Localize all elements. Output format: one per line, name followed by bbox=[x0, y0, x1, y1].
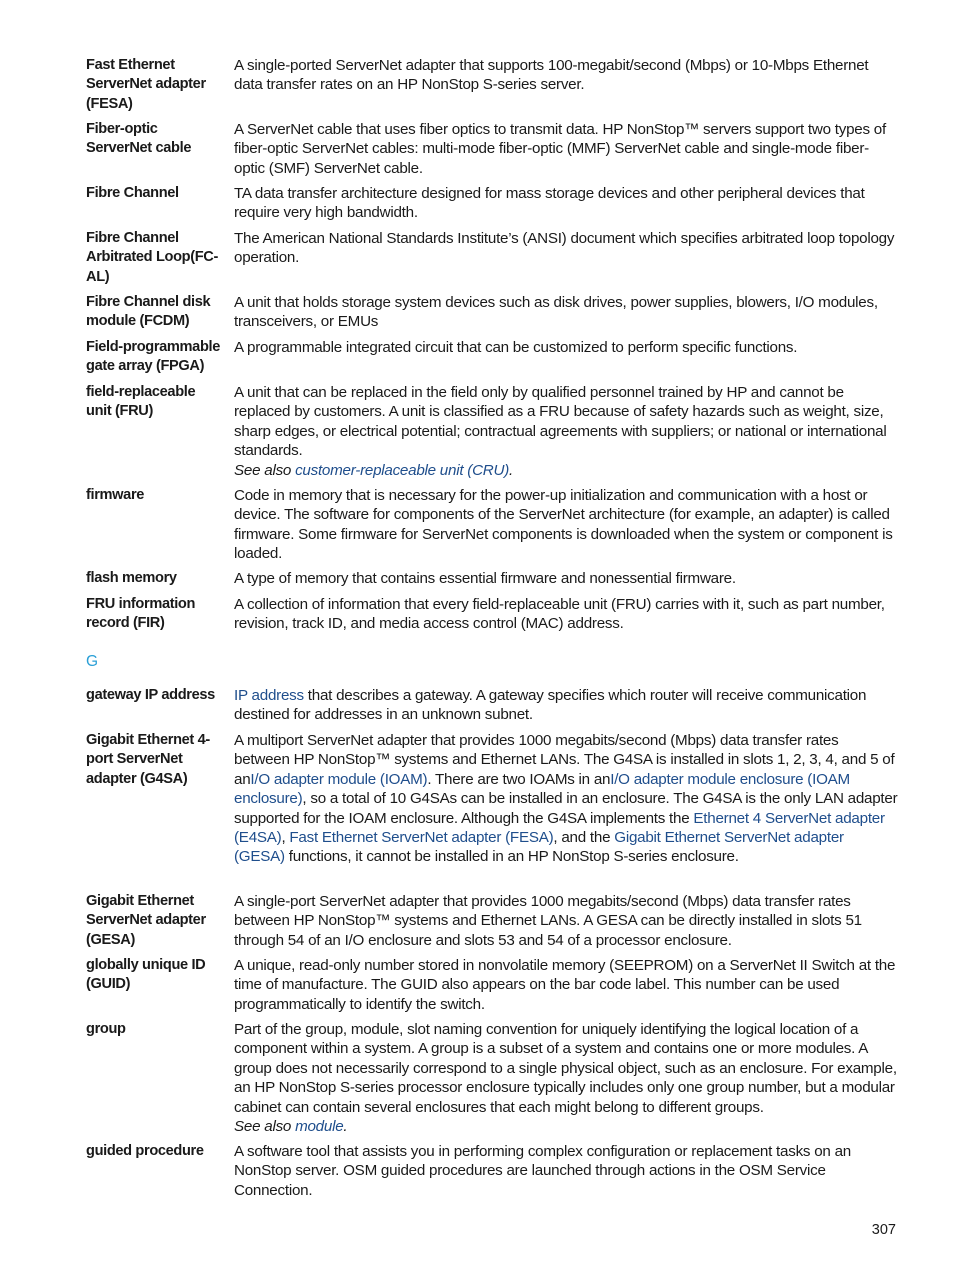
glossary-term: Fiber-optic ServerNet cable bbox=[86, 121, 192, 157]
glossary-term: Fibre Channel disk module (FCDM) bbox=[86, 294, 211, 330]
glossary-term: group bbox=[86, 1021, 126, 1037]
glossary-term: gateway IP address bbox=[86, 687, 215, 703]
glossary-term: Gigabit Ethernet 4-port ServerNet adapter (G4SA) bbox=[86, 732, 210, 787]
glossary-definition: The American National Standards Institute’s (ANSI) document which specifies arbitrated loop topology operation. bbox=[234, 230, 895, 267]
glossary-definition: Part of the group, module, slot naming convention for uniquely identifying the logical location of a component within a system. A group is a subset of a system and contains one or more modules. A group does not necessarily correspond to a single physical object, such as an enclosure. For example, an HP NonStop S-series processor enclosure typically includes only one group number, but a modular cabinet can contain several enclosures that each might belong to different groups. See also module. bbox=[234, 1021, 897, 1136]
glossary-term: FRU information record (FIR) bbox=[86, 596, 196, 632]
glossary-term: Fibre Channel bbox=[86, 185, 179, 201]
xref-link-module[interactable]: module bbox=[295, 1118, 344, 1136]
glossary-term: Fibre Channel Arbitrated Loop(FC-AL) bbox=[86, 230, 218, 285]
glossary-term: Fast Ethernet ServerNet adapter (FESA) bbox=[86, 57, 206, 112]
glossary-term: firmware bbox=[86, 487, 145, 503]
glossary-definition: A ServerNet cable that uses fiber optics to transmit data. HP NonStop™ servers support two types of fiber-optic ServerNet cables: multi-mode fiber-optic (MMF) ServerNet cable and single-mode fiber-optic (SMF) ServerNet cable. bbox=[234, 121, 886, 177]
see-also-note: See also module. bbox=[234, 1118, 348, 1136]
xref-link-cru[interactable]: customer-replaceable unit (CRU) bbox=[295, 461, 510, 479]
glossary-term: globally unique ID (GUID) bbox=[86, 957, 206, 993]
xref-link-gesa[interactable]: Gigabit Ethernet ServerNet adapter (GESA) bbox=[234, 829, 844, 866]
glossary-term: Gigabit Ethernet ServerNet adapter (GESA) bbox=[86, 893, 206, 948]
xref-link-e4sa[interactable]: Ethernet 4 ServerNet adapter (E4SA) bbox=[234, 809, 885, 847]
glossary-definition: A collection of information that every field-replaceable unit (FRU) carries with it, such as part number, revision, track ID, and media access control (MAC) address. bbox=[234, 596, 885, 633]
glossary-definition: Code in memory that is necessary for the power-up initialization and communication with a host or device. The software for components of the ServerNet architecture (for example, an adapter) is called firmware. Some firmware for ServerNet components is downloaded when the system or component is loaded. bbox=[234, 487, 893, 563]
xref-link-ip-address[interactable]: IP address bbox=[234, 687, 304, 704]
glossary-term: guided procedure bbox=[86, 1143, 204, 1159]
page-number: 307 bbox=[871, 1222, 896, 1238]
glossary-term: Field-programmable gate array (FPGA) bbox=[86, 339, 220, 375]
glossary-definition: A single-ported ServerNet adapter that supports 100-megabit/second (Mbps) or 10-Mbps Ethernet data transfer rates on an HP NonStop S-series server. bbox=[234, 57, 869, 94]
section-letter-heading: G bbox=[86, 653, 99, 670]
see-also-note: See also customer-replaceable unit (CRU). bbox=[234, 461, 514, 479]
glossary-definition: A multiport ServerNet adapter that provides 1000 megabits/second (Mbps) data transfer rates between HP NonStop™ systems and Ethernet LANs. The G4SA is installed in slots 1, 2, 3, 4, and 5 of anI/O adapter module (IOAM). There are two IOAMs in anI/O adapter module enclosure (IOAM enclosure), so a total of 10 G4SAs can be installed in an enclosure. The G4SA is the only LAN adapter supported for the IOAM enclosure. Although the G4SA implements the Ethernet 4 ServerNet adapter (E4SA), Fast Ethernet ServerNet adapter (FESA), and the Gigabit Ethernet ServerNet adapter (GESA) functions, it cannot be installed in an HP NonStop S-series enclosure. bbox=[234, 732, 898, 866]
glossary-definition: A software tool that assists you in performing complex configuration or replacement tasks on an NonStop server. OSM guided procedures are launched through actions in the OSM Service Connection. bbox=[234, 1143, 851, 1199]
glossary-definition: A type of memory that contains essential firmware and nonessential firmware. bbox=[234, 570, 736, 587]
glossary-definition: IP address that describes a gateway. A gateway specifies which router will receive communication destined for addresses in an unknown subnet. bbox=[234, 687, 867, 724]
glossary-definition: A unique, read-only number stored in nonvolatile memory (SEEPROM) on a ServerNet II Switch at the time of manufacture. The GUID also appears on the bar code label. This number can be used programmatically to identify the switch. bbox=[234, 957, 896, 1013]
glossary-definition: A unit that can be replaced in the field only by qualified personnel trained by HP and cannot be replaced by customers. A unit is classified as a FRU because of safety hazards such as weight, size, sharp edges, or electrical potential; contractual agreements with suppliers; or national or international standards. See also customer-replaceable unit (CRU). bbox=[234, 383, 898, 480]
xref-link-fesa[interactable]: Fast Ethernet ServerNet adapter (FESA) bbox=[289, 829, 554, 847]
glossary-definition: TA data transfer architecture designed for mass storage devices and other peripheral devices that require very high bandwidth. bbox=[234, 185, 865, 222]
glossary-definition: A single-port ServerNet adapter that provides 1000 megabits/second (Mbps) data transfer rates between HP NonStop™ systems and Ethernet LANs. A GESA can be directly installed in slots 51 through 54 of an I/O enclosure and slots 53 and 54 of a processor enclosure. bbox=[234, 893, 862, 949]
glossary-term: flash memory bbox=[86, 570, 177, 586]
xref-link-ioam-enclosure[interactable]: I/O adapter module enclosure (IOAM enclosure) bbox=[234, 770, 850, 808]
glossary-definition: A programmable integrated circuit that can be customized to perform specific functions. bbox=[234, 339, 798, 356]
xref-link-ioam[interactable]: I/O adapter module (IOAM) bbox=[250, 770, 428, 788]
glossary-term: field-replaceable unit (FRU) bbox=[86, 384, 196, 420]
glossary-definition: A unit that holds storage system devices such as disk drives, power supplies, blowers, I/O modules, transceivers, or EMUs bbox=[234, 294, 878, 331]
